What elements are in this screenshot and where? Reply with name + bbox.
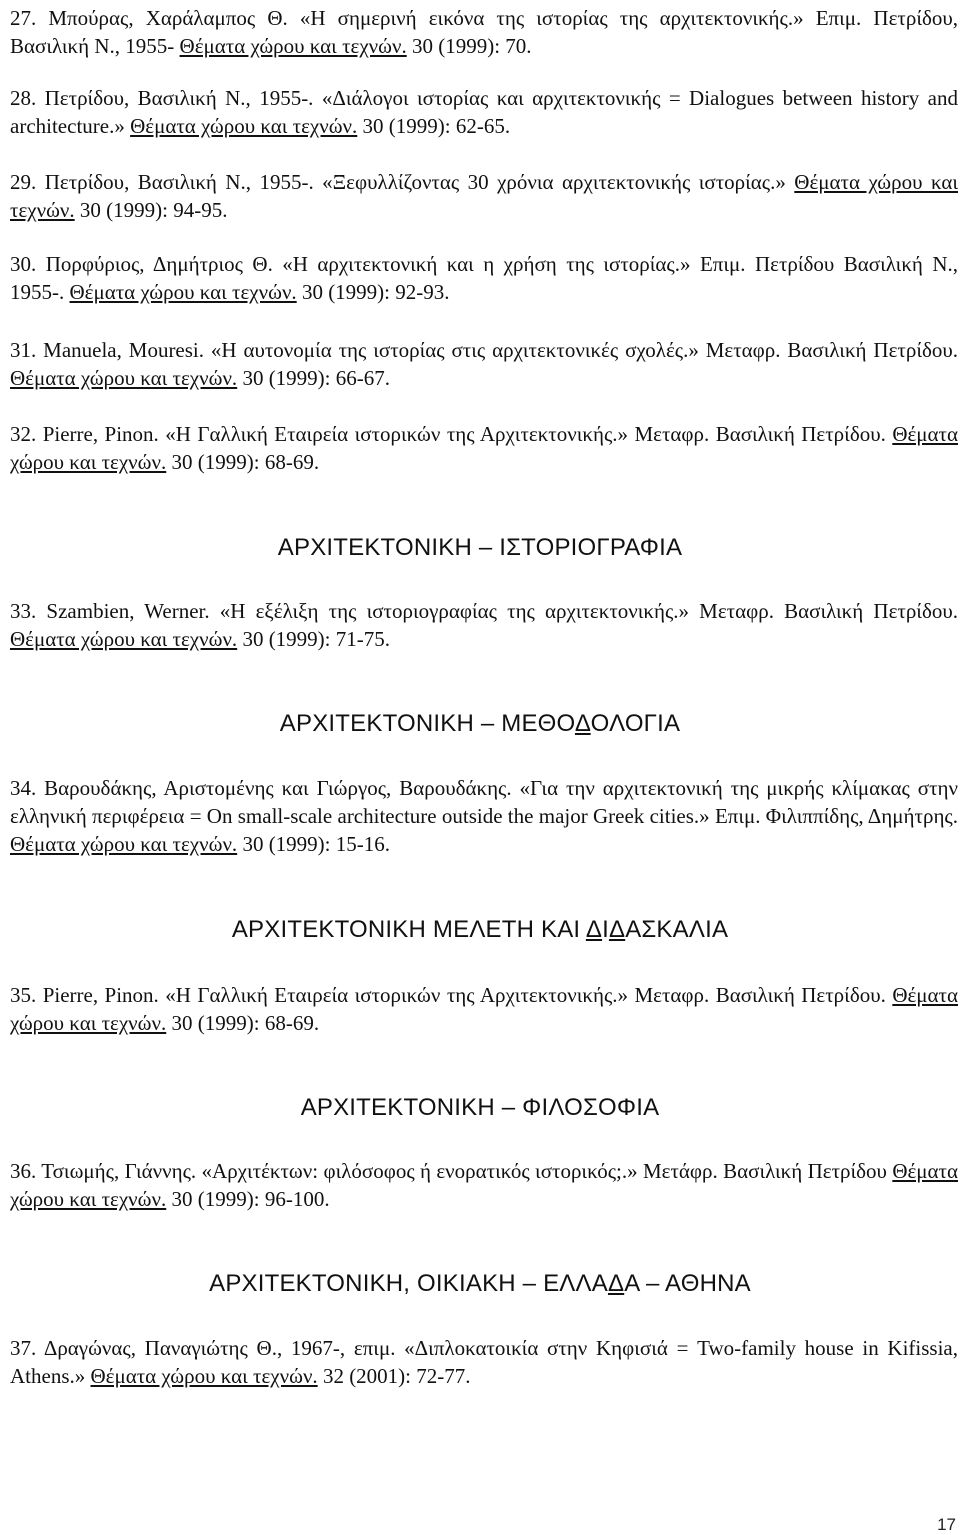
- entry-issue: 30 (1999): 68-69.: [166, 450, 320, 474]
- entry-text: Πετρίδου, Βασιλική Ν., 1955-. «Διάλογοι ιστορίας και αρχιτεκτονικής = Dialogues between history and architecture.»: [10, 86, 958, 138]
- bibliography-entry-33: [10, 597, 958, 653]
- entry-text: Manuela, Mouresi. «Η αυτονομία της ιστορίας στις αρχιτεκτονικές σχολές.» Μεταφρ. Βασιλική Πετρίδου.: [43, 338, 959, 362]
- bibliography-entry-37: [10, 1334, 958, 1390]
- entry-issue: 30 (1999): 66-67.: [237, 366, 391, 390]
- heading-text: ΑΡΧΙΤΕΚΤΟΝΙΚΗ, ΟΙΚΙΑΚΗ – ΕΛΛΑ: [209, 1270, 608, 1297]
- entry-text: Τσιωμής, Γιάννης. «Αρχιτέκτων: φιλόσοφος ή ενορατικός ιστορικός;.» Μετάφρ. Βασιλική Πετρίδου: [41, 1159, 893, 1183]
- journal-title: Θέματα χώρου και τεχνών.: [69, 280, 297, 304]
- entry-text: Βαρουδάκης, Αριστομένης και Γιώργος, Βαρουδάκης. «Για την αρχιτεκτονική της μικρής κλίμακας στην ελληνική περιφέρεια = On small-scale architecture outside the major Greek cities.» Επιμ. Φιλιππίδης, Δημήτρης.: [10, 776, 958, 828]
- entry-text: Πετρίδου, Βασιλική Ν., 1955-. «Ξεφυλλίζοντας 30 χρόνια αρχιτεκτονικής ιστορίας.»: [44, 170, 795, 194]
- heading-text: ΑΡΧΙΤΕΚΤΟΝΙΚΗ – ΙΣΤΟΡΙΟΓΡΑΦΙΑ: [277, 534, 683, 561]
- bibliography-entry-31: [10, 336, 958, 392]
- entry-number: 37.: [10, 1336, 37, 1360]
- bibliography-entry-35: [10, 981, 958, 1037]
- entry-issue: 30 (1999): 70.: [406, 34, 532, 58]
- entry-issue: 30 (1999): 15-16.: [237, 832, 391, 856]
- bibliography-entry-32: [10, 420, 958, 476]
- bibliography-entry-30: [10, 250, 958, 306]
- entry-text: Pierre, Pinon. «Η Γαλλική Εταιρεία ιστορικών της Αρχιτεκτονικής.» Μεταφρ. Βασιλική Πετρίδου.: [42, 422, 893, 446]
- journal-title: Θέματα χώρου και τεχνών.: [10, 627, 238, 651]
- entry-number: 32.: [10, 422, 37, 446]
- entry-issue: 30 (1999): 71-75.: [237, 627, 391, 651]
- heading-text: ΟΛΟΓΙΑ: [590, 710, 681, 737]
- entry-number: 27.: [10, 6, 37, 30]
- entry-text: Pierre, Pinon. «Η Γαλλική Εταιρεία ιστορικών της Αρχιτεκτονικής.» Μεταφρ. Βασιλική Πετρίδου.: [42, 983, 893, 1007]
- entry-issue: 30 (1999): 96-100.: [166, 1187, 330, 1211]
- heading-text-underlined: Δ: [608, 916, 626, 943]
- journal-title: Θέματα χώρου και τεχνών.: [10, 832, 238, 856]
- heading-text: ΑΡΧΙΤΕΚΤΟΝΙΚΗ ΜΕΛΕΤΗ ΚΑΙ: [231, 916, 586, 943]
- entry-text: Μπούρας, Χαράλαμπος Θ. «Η σημερινή εικόνα της ιστορίας της αρχιτεκτονικής.» Επιμ. Πετρίδου, Βασιλική Ν., 1955-: [10, 6, 959, 58]
- heading-text: ΑΣΚΑΛΙΑ: [625, 916, 729, 943]
- heading-text: ΑΡΧΙΤΕΚΤΟΝΙΚΗ – ΜΕΘΟ: [279, 710, 575, 737]
- entry-text: Δραγώνας, Παναγιώτης Θ., 1967-, επιμ. «Διπλοκατοικία στην Κηφισιά = Two-family house in Kifissia, Athens.»: [10, 1336, 959, 1388]
- entry-issue: 30 (1999): 94-95.: [74, 198, 228, 222]
- entry-number: 29.: [10, 170, 37, 194]
- entry-number: 31.: [10, 338, 37, 362]
- journal-title: Θέματα χώρου και τεχνών.: [10, 1159, 958, 1211]
- entry-number: 34.: [10, 776, 37, 800]
- bibliography-entry-36: [10, 1157, 958, 1213]
- heading-text: Α – ΑΘΗΝΑ: [624, 1270, 751, 1297]
- heading-text-underlined: Δ: [574, 710, 591, 737]
- heading-text: Ι: [602, 916, 609, 943]
- entry-number: 30.: [10, 252, 37, 276]
- entry-number: 33.: [10, 599, 37, 623]
- entry-issue: 30 (1999): 62-65.: [357, 114, 511, 138]
- heading-text-underlined: Δ: [585, 916, 603, 943]
- section-heading-historiography: [0, 533, 960, 563]
- heading-text: ΑΡΧΙΤΕΚΤΟΝΙΚΗ – ΦΙΛΟΣΟΦΙΑ: [300, 1094, 660, 1121]
- entry-number: 35.: [10, 983, 37, 1007]
- section-heading-domestic-greece-athens: [0, 1269, 960, 1299]
- bibliography-entry-28: [10, 84, 958, 140]
- journal-title: Θέματα χώρου και τεχνών.: [10, 422, 958, 474]
- entry-number: 36.: [10, 1159, 37, 1183]
- bibliography-entry-29: [10, 168, 958, 224]
- section-heading-methodology: [0, 709, 960, 739]
- section-heading-philosophy: [0, 1093, 960, 1123]
- heading-text-underlined: Δ: [607, 1270, 625, 1297]
- journal-title: Θέματα χώρου και τεχνών.: [179, 34, 407, 58]
- entry-number: 28.: [10, 86, 37, 110]
- entry-issue: 30 (1999): 92-93.: [296, 280, 450, 304]
- page-number: 17: [937, 1515, 956, 1534]
- journal-title: Θέματα χώρου και τεχνών.: [130, 114, 358, 138]
- entry-issue: 30 (1999): 68-69.: [166, 1011, 320, 1035]
- entry-text: Πορφύριος, Δημήτριος Θ. «Η αρχιτεκτονική και η χρήση της ιστορίας.» Επιμ. Πετρίδου Βασιλική Ν., 1955-.: [10, 252, 959, 304]
- journal-title: Θέματα χώρου και τεχνών.: [10, 366, 238, 390]
- entry-text: Szambien, Werner. «Η εξέλιξη της ιστοριογραφίας της αρχιτεκτονικής.» Μεταφρ. Βασιλική Πετρίδου.: [46, 599, 958, 623]
- journal-title: Θέματα χώρου και τεχνών.: [10, 983, 958, 1035]
- journal-title: Θέματα χώρου και τεχνών.: [10, 170, 959, 222]
- journal-title: Θέματα χώρου και τεχνών.: [90, 1364, 318, 1388]
- section-heading-study-teaching: [0, 915, 960, 945]
- bibliography-entry-27: [10, 4, 958, 60]
- bibliography-entry-34: [10, 774, 958, 858]
- entry-issue: 32 (2001): 72-77.: [317, 1364, 471, 1388]
